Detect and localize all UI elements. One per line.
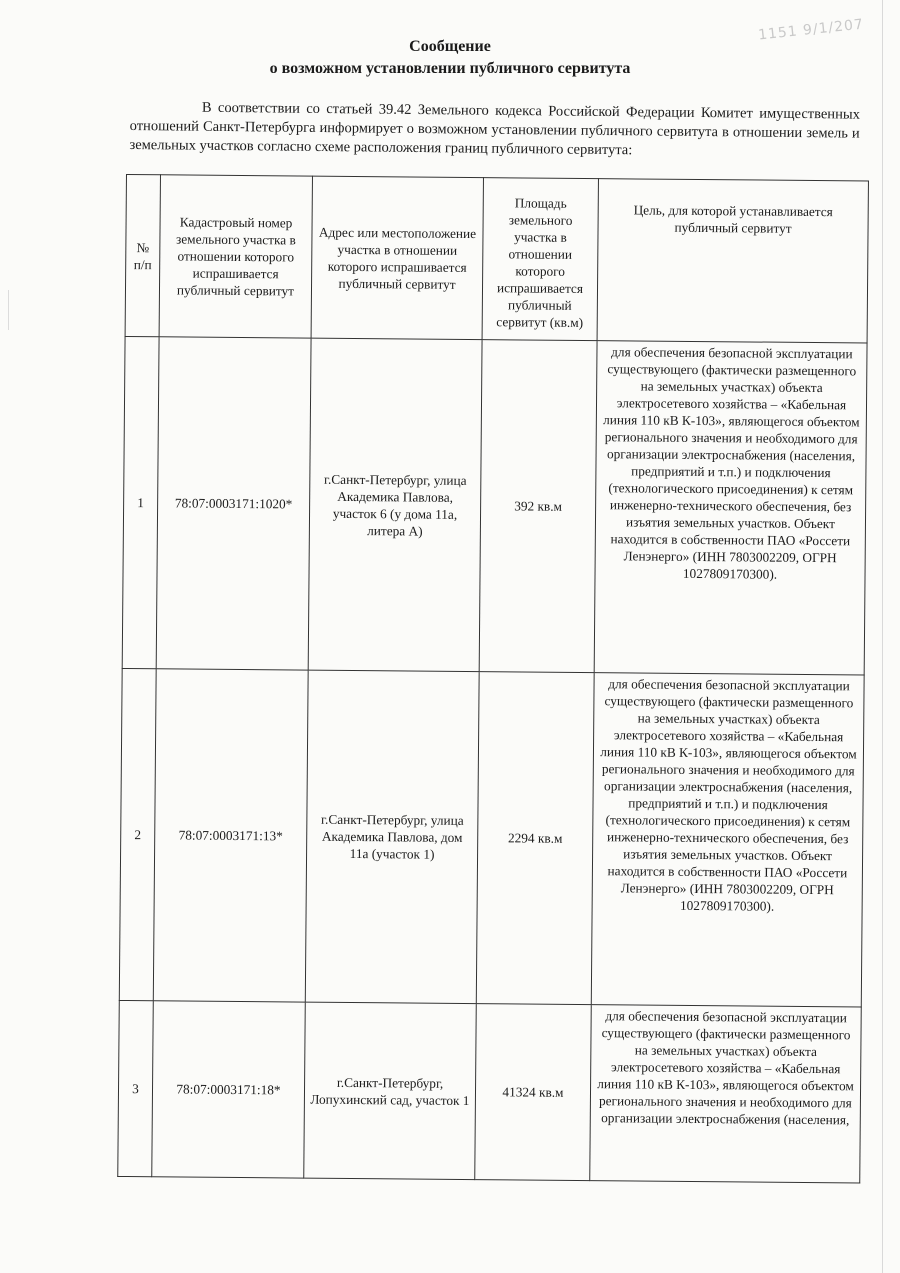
cell-area: 392 кв.м <box>479 340 597 673</box>
header-area: Площадь земельного участка в отношении которого испрашивается публичный сервитут (кв.м) <box>482 178 598 341</box>
cell-num: 2 <box>119 668 156 1000</box>
scan-edge <box>8 290 9 330</box>
header-num: № п/п <box>125 175 160 337</box>
cell-purpose: для обеспечения безопасной эксплуатации существующего (фактически размещенного на земельных участках) объекта электросетевого хозяйства – «Кабельная линия 110 кВ К-103», являющегося объектом регионального значения и необходимого для организации электроснабжения (населения, предприятий и т.п.) и подключения (технологического присоединения) к сетям инженерно-технического обеспечения, без изъятия земельных участков. Объект находится в собственности ПАО «Россети Ленэнерго» (ИНН 7803002209, ОГРН 1027809170300). <box>594 341 867 675</box>
cell-purpose-text: для обеспечения безопасной эксплуатации существующего (фактически размещенного на земельных участках) объекта электросетевого хозяйства – «Кабельная линия 110 кВ К-103», являющегося объектом регионального значения и необходимого для организации электроснабжения (населения, <box>597 1008 854 1128</box>
handwritten-registration-mark: 1151 9/1/207 <box>757 16 865 44</box>
cell-cadastral: 78:07:0003171:13* <box>153 669 308 1002</box>
title-line-1: Сообщение <box>409 38 491 55</box>
header-purpose: Цель, для которой устанавливается публичный сервитут <box>597 179 868 343</box>
header-address: Адрес или местоположение участка в отношении которого испрашивается публичный сервитут <box>311 176 483 339</box>
header-cadastral: Кадастровый номер земельного участка в отношении которого испрашивается публичный сервитут <box>159 175 312 338</box>
cell-address: г.Санкт-Петербург, улица Академика Павлова, участок 6 (у дома 11а, литера А) <box>308 338 482 671</box>
cell-purpose: для обеспечения безопасной эксплуатации существующего (фактически размещенного на земельных участках) объекта электросетевого хозяйства – «Кабельная линия 110 кВ К-103», являющегося объектом регионального значения и необходимого для организации электроснабжения (населения, предприятий и т.п.) и подключения (технологического присоединения) к сетям инженерно-технического обеспечения, без изъятия земельных участков. Объект находится в собственности ПАО «Россети Ленэнерго» (ИНН 7803002209, ОГРН 1027809170300). <box>591 673 864 1007</box>
document-title <box>0 36 900 80</box>
cell-purpose <box>590 1005 862 1183</box>
cell-num: 3 <box>118 1000 154 1176</box>
cell-area: 2294 кв.м <box>476 672 594 1005</box>
cell-address: г.Санкт-Петербург, улица Академика Павлова, дом 11а (участок 1) <box>305 670 479 1003</box>
servitude-table-wrapper <box>117 174 868 1182</box>
intro-text: В соответствии со статьей 39.42 Земельного кодекса Российской Федерации Комитет имущественных отношений Санкт-Петербурга информирует о возможном установлении публичного сервитута в отношении земель и земельных участков согласно схеме расположения границ публичного сервитута: <box>129 99 860 159</box>
table-row <box>118 1000 862 1182</box>
intro-paragraph <box>129 98 860 163</box>
servitude-table <box>117 174 869 1183</box>
cell-address: г.Санкт-Петербург, Лопухинский сад, участок 1 <box>304 1002 477 1179</box>
table-header-row <box>125 175 868 343</box>
scan-edge <box>882 0 883 1273</box>
cell-num: 1 <box>122 336 159 668</box>
title-line-2: о возможном установлении публичного сервитута <box>269 60 631 77</box>
table-row <box>119 668 864 1006</box>
table-row <box>122 336 867 674</box>
cell-cadastral: 78:07:0003171:1020* <box>156 337 311 670</box>
cell-cadastral: 78:07:0003171:18* <box>152 1001 306 1178</box>
cell-area: 41324 кв.м <box>475 1004 592 1181</box>
